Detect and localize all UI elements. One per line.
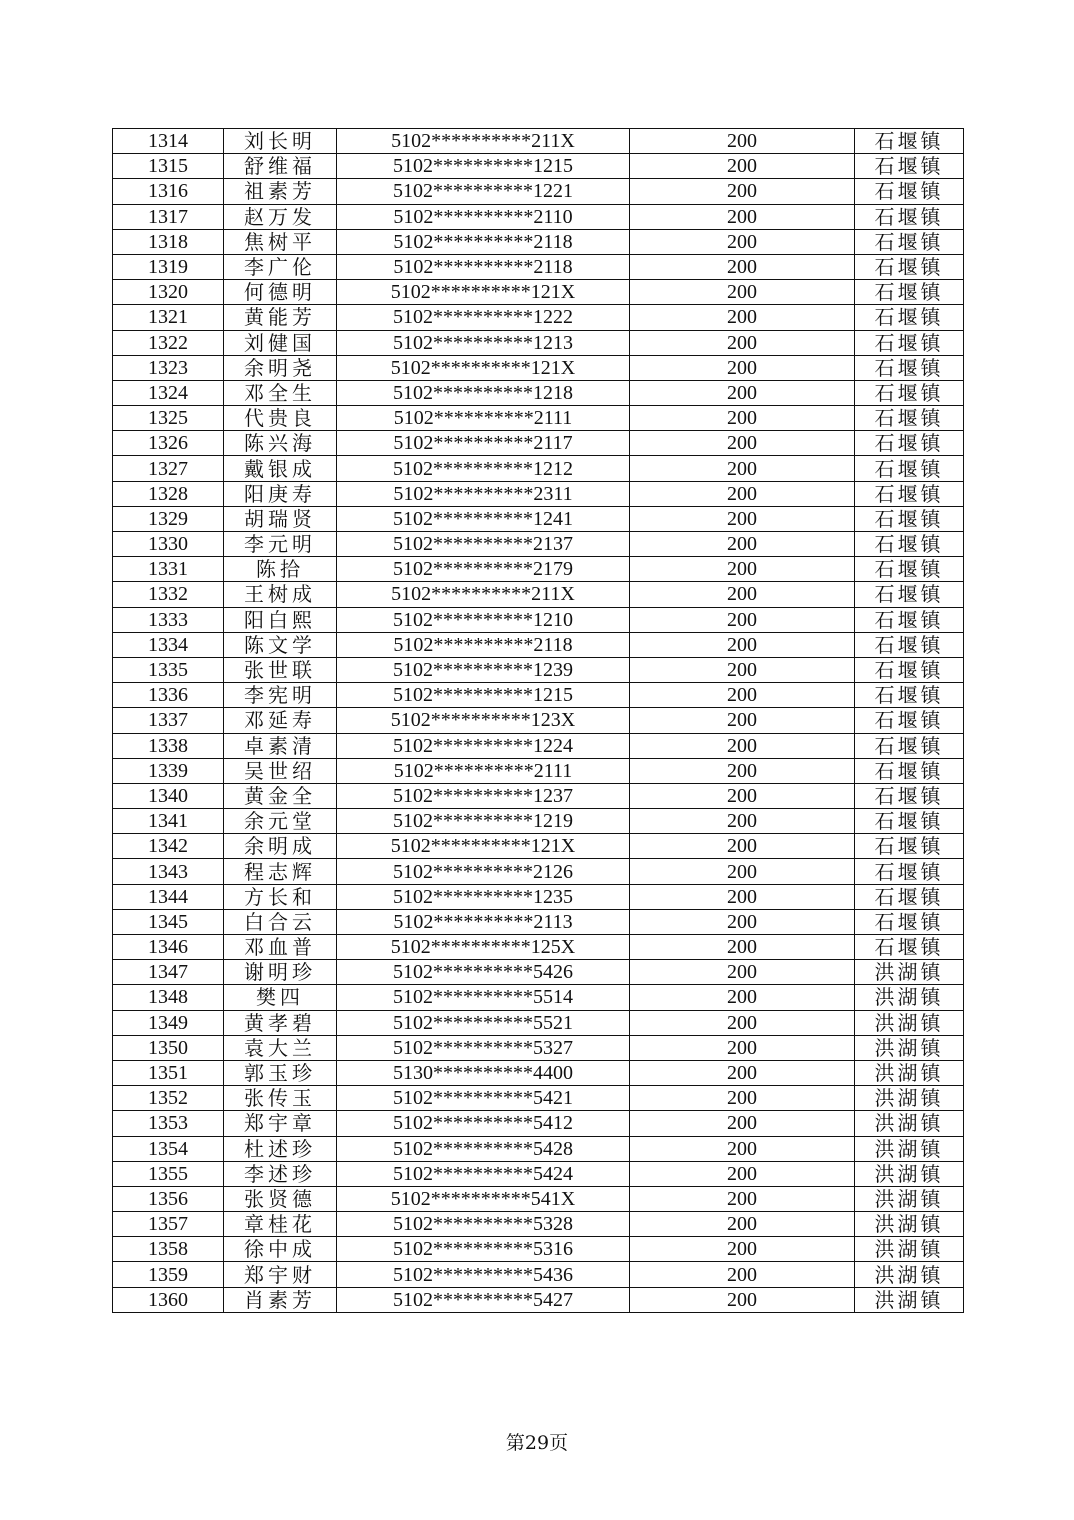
- table-row: [113, 632, 964, 657]
- name-cell: 张世联: [224, 657, 337, 682]
- town-cell: 洪湖镇: [855, 1161, 964, 1186]
- name-cell: 胡瑞贤: [224, 506, 337, 531]
- name-cell: 程志辉: [224, 859, 337, 884]
- name-cell: 阳庚寿: [224, 481, 337, 506]
- row-number-cell: 1320: [113, 280, 224, 305]
- table-row: [113, 909, 964, 934]
- amount-cell: 200: [630, 355, 855, 380]
- name-cell: 邓全生: [224, 380, 337, 405]
- table-row: [113, 506, 964, 531]
- amount-cell: 200: [630, 506, 855, 531]
- name-cell: 张传玉: [224, 1086, 337, 1111]
- row-number-cell: 1340: [113, 783, 224, 808]
- town-cell: 石堰镇: [855, 884, 964, 909]
- id-number-cell: 5102**********121X: [337, 834, 630, 859]
- amount-cell: 200: [630, 809, 855, 834]
- town-cell: 洪湖镇: [855, 1060, 964, 1085]
- name-cell: 吴世绍: [224, 758, 337, 783]
- name-cell: 黄金全: [224, 783, 337, 808]
- id-number-cell: 5102**********5328: [337, 1212, 630, 1237]
- id-number-cell: 5102**********5426: [337, 960, 630, 985]
- town-cell: 石堰镇: [855, 330, 964, 355]
- amount-cell: 200: [630, 632, 855, 657]
- id-number-cell: 5102**********125X: [337, 935, 630, 960]
- id-number-cell: 5102**********2311: [337, 481, 630, 506]
- row-number-cell: 1329: [113, 506, 224, 531]
- amount-cell: 200: [630, 1060, 855, 1085]
- table-row: [113, 305, 964, 330]
- id-number-cell: 5102**********5421: [337, 1086, 630, 1111]
- amount-cell: 200: [630, 557, 855, 582]
- amount-cell: 200: [630, 960, 855, 985]
- town-cell: 石堰镇: [855, 406, 964, 431]
- id-number-cell: 5102**********5427: [337, 1287, 630, 1312]
- town-cell: 石堰镇: [855, 708, 964, 733]
- id-number-cell: 5102**********1213: [337, 330, 630, 355]
- amount-cell: 200: [630, 834, 855, 859]
- name-cell: 张贤德: [224, 1186, 337, 1211]
- town-cell: 石堰镇: [855, 783, 964, 808]
- table-row: [113, 204, 964, 229]
- name-cell: 谢明珍: [224, 960, 337, 985]
- town-cell: 石堰镇: [855, 632, 964, 657]
- id-number-cell: 5102**********2179: [337, 557, 630, 582]
- name-cell: 舒维福: [224, 154, 337, 179]
- table-row: [113, 1262, 964, 1287]
- row-number-cell: 1327: [113, 456, 224, 481]
- id-number-cell: 5102**********5436: [337, 1262, 630, 1287]
- amount-cell: 200: [630, 431, 855, 456]
- row-number-cell: 1341: [113, 809, 224, 834]
- id-number-cell: 5102**********1212: [337, 456, 630, 481]
- name-cell: 郑宇章: [224, 1111, 337, 1136]
- page-number: 第29页: [505, 1432, 569, 1454]
- name-cell: 王树成: [224, 582, 337, 607]
- town-cell: 洪湖镇: [855, 1212, 964, 1237]
- id-number-cell: 5102**********1235: [337, 884, 630, 909]
- town-cell: 石堰镇: [855, 154, 964, 179]
- row-number-cell: 1343: [113, 859, 224, 884]
- town-cell: 石堰镇: [855, 935, 964, 960]
- town-cell: 石堰镇: [855, 129, 964, 154]
- id-number-cell: 5102**********1218: [337, 380, 630, 405]
- table-row: [113, 431, 964, 456]
- table-row: [113, 355, 964, 380]
- table-row: [113, 254, 964, 279]
- id-number-cell: 5102**********2126: [337, 859, 630, 884]
- row-number-cell: 1331: [113, 557, 224, 582]
- table-row: [113, 1212, 964, 1237]
- name-cell: 赵万发: [224, 204, 337, 229]
- town-cell: 石堰镇: [855, 909, 964, 934]
- id-number-cell: 5102**********5327: [337, 1035, 630, 1060]
- amount-cell: 200: [630, 406, 855, 431]
- town-cell: 石堰镇: [855, 834, 964, 859]
- id-number-cell: 5102**********2137: [337, 532, 630, 557]
- town-cell: 洪湖镇: [855, 1287, 964, 1312]
- amount-cell: 200: [630, 607, 855, 632]
- table-row: [113, 935, 964, 960]
- id-number-cell: 5102**********123X: [337, 708, 630, 733]
- amount-cell: 200: [630, 783, 855, 808]
- table-row: [113, 532, 964, 557]
- town-cell: 石堰镇: [855, 506, 964, 531]
- amount-cell: 200: [630, 1161, 855, 1186]
- table-row: [113, 179, 964, 204]
- table-row: [113, 1086, 964, 1111]
- id-number-cell: 5102**********2111: [337, 758, 630, 783]
- table-row: [113, 758, 964, 783]
- row-number-cell: 1360: [113, 1287, 224, 1312]
- town-cell: 洪湖镇: [855, 1086, 964, 1111]
- town-cell: 石堰镇: [855, 733, 964, 758]
- row-number-cell: 1351: [113, 1060, 224, 1085]
- id-number-cell: 5102**********5412: [337, 1111, 630, 1136]
- table-row: [113, 154, 964, 179]
- table-row: [113, 1136, 964, 1161]
- amount-cell: 200: [630, 481, 855, 506]
- name-cell: 黄孝碧: [224, 1010, 337, 1035]
- id-number-cell: 5130**********4400: [337, 1060, 630, 1085]
- town-cell: 石堰镇: [855, 305, 964, 330]
- table-row: [113, 1060, 964, 1085]
- table-row: [113, 330, 964, 355]
- name-cell: 郑宇财: [224, 1262, 337, 1287]
- id-number-cell: 5102**********2118: [337, 632, 630, 657]
- row-number-cell: 1358: [113, 1237, 224, 1262]
- row-number-cell: 1325: [113, 406, 224, 431]
- name-cell: 肖素芳: [224, 1287, 337, 1312]
- town-cell: 石堰镇: [855, 431, 964, 456]
- table-row: [113, 1035, 964, 1060]
- town-cell: 洪湖镇: [855, 960, 964, 985]
- id-number-cell: 5102**********5316: [337, 1237, 630, 1262]
- amount-cell: 200: [630, 1212, 855, 1237]
- id-number-cell: 5102**********211X: [337, 582, 630, 607]
- amount-cell: 200: [630, 154, 855, 179]
- table-row: [113, 960, 964, 985]
- town-cell: 洪湖镇: [855, 1186, 964, 1211]
- town-cell: 石堰镇: [855, 355, 964, 380]
- name-cell: 焦树平: [224, 229, 337, 254]
- amount-cell: 200: [630, 456, 855, 481]
- table-row: [113, 809, 964, 834]
- table-row: [113, 607, 964, 632]
- id-number-cell: 5102**********1224: [337, 733, 630, 758]
- amount-cell: 200: [630, 254, 855, 279]
- table-row: [113, 1161, 964, 1186]
- id-number-cell: 5102**********121X: [337, 280, 630, 305]
- row-number-cell: 1357: [113, 1212, 224, 1237]
- name-cell: 李元明: [224, 532, 337, 557]
- row-number-cell: 1326: [113, 431, 224, 456]
- id-number-cell: 5102**********2117: [337, 431, 630, 456]
- recipient-table: [112, 128, 964, 1313]
- amount-cell: 200: [630, 683, 855, 708]
- amount-cell: 200: [630, 532, 855, 557]
- amount-cell: 200: [630, 985, 855, 1010]
- id-number-cell: 5102**********5428: [337, 1136, 630, 1161]
- row-number-cell: 1332: [113, 582, 224, 607]
- row-number-cell: 1356: [113, 1186, 224, 1211]
- town-cell: 洪湖镇: [855, 1010, 964, 1035]
- amount-cell: 200: [630, 129, 855, 154]
- row-number-cell: 1346: [113, 935, 224, 960]
- table-row: [113, 1111, 964, 1136]
- row-number-cell: 1354: [113, 1136, 224, 1161]
- id-number-cell: 5102**********2118: [337, 229, 630, 254]
- town-cell: 石堰镇: [855, 204, 964, 229]
- amount-cell: 200: [630, 1086, 855, 1111]
- name-cell: 余明尧: [224, 355, 337, 380]
- table-row: [113, 129, 964, 154]
- town-cell: 洪湖镇: [855, 1262, 964, 1287]
- town-cell: 石堰镇: [855, 557, 964, 582]
- table-row: [113, 783, 964, 808]
- table-row: [113, 280, 964, 305]
- row-number-cell: 1333: [113, 607, 224, 632]
- amount-cell: 200: [630, 305, 855, 330]
- town-cell: 石堰镇: [855, 607, 964, 632]
- id-number-cell: 5102**********1210: [337, 607, 630, 632]
- id-number-cell: 5102**********1215: [337, 683, 630, 708]
- town-cell: 洪湖镇: [855, 1035, 964, 1060]
- row-number-cell: 1350: [113, 1035, 224, 1060]
- name-cell: 袁大兰: [224, 1035, 337, 1060]
- row-number-cell: 1352: [113, 1086, 224, 1111]
- id-number-cell: 5102**********1222: [337, 305, 630, 330]
- name-cell: 余明成: [224, 834, 337, 859]
- name-cell: 杜述珍: [224, 1136, 337, 1161]
- table-row: [113, 859, 964, 884]
- table-row: [113, 683, 964, 708]
- amount-cell: 200: [630, 1136, 855, 1161]
- row-number-cell: 1330: [113, 532, 224, 557]
- row-number-cell: 1342: [113, 834, 224, 859]
- row-number-cell: 1345: [113, 909, 224, 934]
- amount-cell: 200: [630, 1237, 855, 1262]
- id-number-cell: 5102**********2110: [337, 204, 630, 229]
- table-row: [113, 1186, 964, 1211]
- name-cell: 黄能芳: [224, 305, 337, 330]
- id-number-cell: 5102**********1219: [337, 809, 630, 834]
- name-cell: 方长和: [224, 884, 337, 909]
- row-number-cell: 1317: [113, 204, 224, 229]
- table-row: [113, 380, 964, 405]
- recipient-table-body: [113, 129, 964, 1313]
- table-row: [113, 1010, 964, 1035]
- row-number-cell: 1318: [113, 229, 224, 254]
- town-cell: 石堰镇: [855, 859, 964, 884]
- id-number-cell: 5102**********1215: [337, 154, 630, 179]
- amount-cell: 200: [630, 330, 855, 355]
- id-number-cell: 5102**********2111: [337, 406, 630, 431]
- row-number-cell: 1348: [113, 985, 224, 1010]
- name-cell: 阳白熙: [224, 607, 337, 632]
- row-number-cell: 1339: [113, 758, 224, 783]
- amount-cell: 200: [630, 909, 855, 934]
- row-number-cell: 1322: [113, 330, 224, 355]
- amount-cell: 200: [630, 1010, 855, 1035]
- name-cell: 刘健国: [224, 330, 337, 355]
- amount-cell: 200: [630, 582, 855, 607]
- table-row: [113, 456, 964, 481]
- name-cell: 代贵良: [224, 406, 337, 431]
- town-cell: 石堰镇: [855, 657, 964, 682]
- town-cell: 石堰镇: [855, 280, 964, 305]
- name-cell: 何德明: [224, 280, 337, 305]
- table-row: [113, 985, 964, 1010]
- amount-cell: 200: [630, 380, 855, 405]
- row-number-cell: 1347: [113, 960, 224, 985]
- id-number-cell: 5102**********1239: [337, 657, 630, 682]
- id-number-cell: 5102**********541X: [337, 1186, 630, 1211]
- name-cell: 邓血普: [224, 935, 337, 960]
- table-row: [113, 582, 964, 607]
- table-row: [113, 884, 964, 909]
- amount-cell: 200: [630, 280, 855, 305]
- name-cell: 陈兴海: [224, 431, 337, 456]
- name-cell: 陈文学: [224, 632, 337, 657]
- table-row: [113, 1287, 964, 1312]
- town-cell: 洪湖镇: [855, 985, 964, 1010]
- amount-cell: 200: [630, 708, 855, 733]
- id-number-cell: 5102**********121X: [337, 355, 630, 380]
- amount-cell: 200: [630, 859, 855, 884]
- id-number-cell: 5102**********2113: [337, 909, 630, 934]
- amount-cell: 200: [630, 657, 855, 682]
- amount-cell: 200: [630, 204, 855, 229]
- name-cell: 李广伦: [224, 254, 337, 279]
- row-number-cell: 1328: [113, 481, 224, 506]
- amount-cell: 200: [630, 1186, 855, 1211]
- row-number-cell: 1338: [113, 733, 224, 758]
- town-cell: 石堰镇: [855, 481, 964, 506]
- row-number-cell: 1334: [113, 632, 224, 657]
- id-number-cell: 5102**********5424: [337, 1161, 630, 1186]
- name-cell: 祖素芳: [224, 179, 337, 204]
- name-cell: 李述珍: [224, 1161, 337, 1186]
- row-number-cell: 1323: [113, 355, 224, 380]
- amount-cell: 200: [630, 733, 855, 758]
- row-number-cell: 1316: [113, 179, 224, 204]
- town-cell: 石堰镇: [855, 254, 964, 279]
- name-cell: 李宪明: [224, 683, 337, 708]
- town-cell: 石堰镇: [855, 683, 964, 708]
- name-cell: 郭玉珍: [224, 1060, 337, 1085]
- row-number-cell: 1337: [113, 708, 224, 733]
- name-cell: 徐中成: [224, 1237, 337, 1262]
- row-number-cell: 1335: [113, 657, 224, 682]
- amount-cell: 200: [630, 1111, 855, 1136]
- town-cell: 石堰镇: [855, 758, 964, 783]
- town-cell: 洪湖镇: [855, 1136, 964, 1161]
- amount-cell: 200: [630, 179, 855, 204]
- table-row: [113, 229, 964, 254]
- amount-cell: 200: [630, 935, 855, 960]
- table-row: [113, 557, 964, 582]
- id-number-cell: 5102**********1221: [337, 179, 630, 204]
- id-number-cell: 5102**********211X: [337, 129, 630, 154]
- town-cell: 石堰镇: [855, 456, 964, 481]
- name-cell: 章桂花: [224, 1212, 337, 1237]
- row-number-cell: 1321: [113, 305, 224, 330]
- town-cell: 洪湖镇: [855, 1111, 964, 1136]
- name-cell: 白合云: [224, 909, 337, 934]
- name-cell: 戴银成: [224, 456, 337, 481]
- id-number-cell: 5102**********1237: [337, 783, 630, 808]
- town-cell: 石堰镇: [855, 380, 964, 405]
- row-number-cell: 1324: [113, 380, 224, 405]
- row-number-cell: 1319: [113, 254, 224, 279]
- row-number-cell: 1344: [113, 884, 224, 909]
- row-number-cell: 1359: [113, 1262, 224, 1287]
- row-number-cell: 1336: [113, 683, 224, 708]
- town-cell: 石堰镇: [855, 809, 964, 834]
- name-cell: 陈拾: [224, 557, 337, 582]
- row-number-cell: 1314: [113, 129, 224, 154]
- amount-cell: 200: [630, 884, 855, 909]
- id-number-cell: 5102**********5514: [337, 985, 630, 1010]
- amount-cell: 200: [630, 1035, 855, 1060]
- town-cell: 石堰镇: [855, 532, 964, 557]
- table-row: [113, 657, 964, 682]
- name-cell: 余元堂: [224, 809, 337, 834]
- amount-cell: 200: [630, 1262, 855, 1287]
- table-row: [113, 834, 964, 859]
- amount-cell: 200: [630, 758, 855, 783]
- table-row: [113, 708, 964, 733]
- table-row: [113, 1237, 964, 1262]
- name-cell: 樊四: [224, 985, 337, 1010]
- town-cell: 石堰镇: [855, 582, 964, 607]
- amount-cell: 200: [630, 1287, 855, 1312]
- table-row: [113, 481, 964, 506]
- table-row: [113, 406, 964, 431]
- amount-cell: 200: [630, 229, 855, 254]
- name-cell: 刘长明: [224, 129, 337, 154]
- row-number-cell: 1349: [113, 1010, 224, 1035]
- table-row: [113, 733, 964, 758]
- name-cell: 邓延寿: [224, 708, 337, 733]
- id-number-cell: 5102**********5521: [337, 1010, 630, 1035]
- row-number-cell: 1353: [113, 1111, 224, 1136]
- town-cell: 洪湖镇: [855, 1237, 964, 1262]
- name-cell: 卓素清: [224, 733, 337, 758]
- row-number-cell: 1315: [113, 154, 224, 179]
- id-number-cell: 5102**********1241: [337, 506, 630, 531]
- town-cell: 石堰镇: [855, 229, 964, 254]
- id-number-cell: 5102**********2118: [337, 254, 630, 279]
- row-number-cell: 1355: [113, 1161, 224, 1186]
- town-cell: 石堰镇: [855, 179, 964, 204]
